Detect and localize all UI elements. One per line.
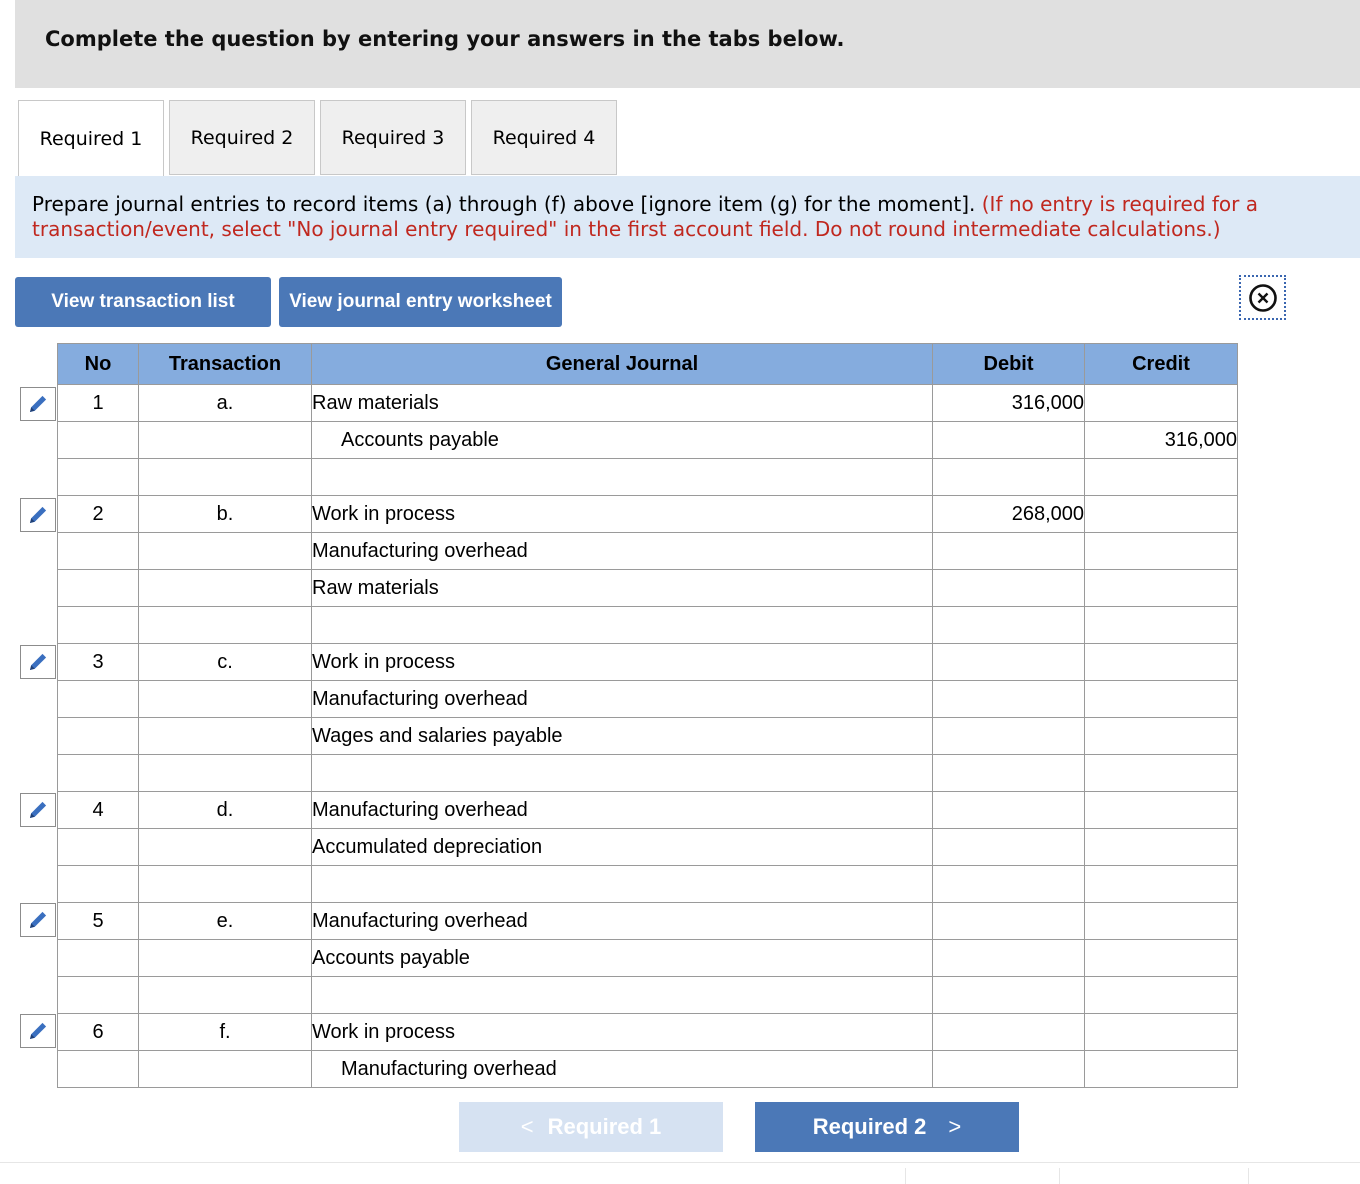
footer-divider xyxy=(0,1162,1360,1163)
account-cell[interactable]: Accounts payable xyxy=(312,940,933,977)
header-title: Complete the question by entering your answers in the tabs below. xyxy=(45,27,845,51)
col-header-credit: Credit xyxy=(1085,344,1238,385)
row-number-cell: 6 xyxy=(58,1014,139,1051)
col-header-general-journal: General Journal xyxy=(312,344,933,385)
debit-cell[interactable] xyxy=(933,718,1085,755)
tab-required-1[interactable]: Required 1 xyxy=(18,100,164,177)
chevron-right-icon: > xyxy=(948,1114,962,1139)
credit-cell[interactable] xyxy=(1085,459,1238,496)
transaction-cell: d. xyxy=(139,792,312,829)
credit-cell[interactable] xyxy=(1085,718,1238,755)
debit-cell[interactable] xyxy=(933,459,1085,496)
debit-cell[interactable] xyxy=(933,644,1085,681)
transaction-cell xyxy=(139,533,312,570)
journal-row xyxy=(58,977,1238,1014)
transaction-cell xyxy=(139,681,312,718)
account-cell[interactable]: Accounts payable xyxy=(312,422,933,459)
journal-row xyxy=(58,1014,1238,1051)
chevron-left-icon: < xyxy=(520,1114,534,1139)
account-cell[interactable]: Accumulated depreciation xyxy=(312,829,933,866)
prev-required-1-button xyxy=(459,1102,723,1152)
transaction-cell xyxy=(139,607,312,644)
journal-row xyxy=(58,829,1238,866)
debit-cell[interactable] xyxy=(933,903,1085,940)
transaction-cell xyxy=(139,829,312,866)
instructions-note: (If no entry is required for a transaction/event, select "No journal entry required" in the first account field. Do not round intermediate calculations.) xyxy=(32,192,1258,241)
account-cell[interactable]: Raw materials xyxy=(312,570,933,607)
credit-cell[interactable] xyxy=(1085,792,1238,829)
journal-row xyxy=(58,422,1238,459)
transaction-cell xyxy=(139,940,312,977)
credit-cell[interactable] xyxy=(1085,829,1238,866)
row-number-cell xyxy=(58,977,139,1014)
view-journal-entry-worksheet-button[interactable]: View journal entry worksheet xyxy=(279,277,562,327)
credit-cell[interactable] xyxy=(1085,866,1238,903)
journal-row xyxy=(58,866,1238,903)
credit-cell[interactable] xyxy=(1085,570,1238,607)
credit-cell[interactable] xyxy=(1085,496,1238,533)
prev-button-label: Required 1 xyxy=(547,1114,662,1139)
journal-row xyxy=(58,792,1238,829)
row-number-cell xyxy=(58,533,139,570)
credit-cell[interactable] xyxy=(1085,644,1238,681)
row-number-cell: 3 xyxy=(58,644,139,681)
transaction-cell xyxy=(139,459,312,496)
instructions-text: Prepare journal entries to record items (a) through (f) above [ignore item (g) for the moment]. xyxy=(32,192,976,216)
tab-required-2[interactable]: Required 2 xyxy=(169,100,315,175)
journal-row xyxy=(58,644,1238,681)
debit-cell[interactable] xyxy=(933,1051,1085,1088)
debit-cell[interactable] xyxy=(933,940,1085,977)
journal-row xyxy=(58,496,1238,533)
credit-cell[interactable] xyxy=(1085,977,1238,1014)
debit-cell[interactable] xyxy=(933,533,1085,570)
debit-cell[interactable] xyxy=(933,755,1085,792)
view-transaction-list-button[interactable]: View transaction list xyxy=(15,277,271,327)
pencil-icon xyxy=(27,799,49,821)
tab-required-3[interactable]: Required 3 xyxy=(320,100,466,175)
instructions-panel xyxy=(15,176,1360,258)
credit-cell[interactable] xyxy=(1085,755,1238,792)
pencil-icon xyxy=(27,393,49,415)
edit-entry-1-button[interactable] xyxy=(20,387,56,421)
close-button[interactable] xyxy=(1239,275,1286,320)
journal-row xyxy=(58,681,1238,718)
transaction-cell xyxy=(139,570,312,607)
credit-cell[interactable] xyxy=(1085,940,1238,977)
transaction-cell xyxy=(139,755,312,792)
transaction-cell xyxy=(139,422,312,459)
row-number-cell xyxy=(58,829,139,866)
account-cell[interactable]: Wages and salaries payable xyxy=(312,718,933,755)
journal-row xyxy=(58,1051,1238,1088)
row-number-cell: 1 xyxy=(58,385,139,422)
row-number-cell xyxy=(58,718,139,755)
debit-cell[interactable]: 316,000 xyxy=(933,385,1085,422)
row-number-cell xyxy=(58,681,139,718)
account-cell[interactable]: Work in process xyxy=(312,1014,933,1051)
journal-row xyxy=(58,570,1238,607)
credit-cell[interactable] xyxy=(1085,1051,1238,1088)
credit-cell[interactable] xyxy=(1085,681,1238,718)
edit-entry-4-button[interactable] xyxy=(20,793,56,827)
edit-entry-6-button[interactable] xyxy=(20,1014,56,1048)
footer-divider-tick xyxy=(905,1168,906,1184)
journal-row xyxy=(58,459,1238,496)
debit-cell[interactable] xyxy=(933,570,1085,607)
row-number-cell xyxy=(58,570,139,607)
account-cell[interactable]: Manufacturing overhead xyxy=(312,903,933,940)
account-cell[interactable] xyxy=(312,607,933,644)
pencil-icon xyxy=(27,651,49,673)
next-button-label: Required 2 xyxy=(812,1114,927,1139)
footer-divider-tick xyxy=(1248,1168,1249,1184)
footer-divider-tick xyxy=(1059,1168,1060,1184)
row-number-cell xyxy=(58,755,139,792)
journal-table xyxy=(57,343,1238,1088)
account-cell[interactable] xyxy=(312,977,933,1014)
edit-entry-2-button[interactable] xyxy=(20,498,56,532)
debit-cell[interactable] xyxy=(933,866,1085,903)
tab-required-4[interactable]: Required 4 xyxy=(471,100,617,175)
pencil-icon xyxy=(27,909,49,931)
transaction-cell: f. xyxy=(139,1014,312,1051)
journal-row xyxy=(58,385,1238,422)
journal-row xyxy=(58,940,1238,977)
transaction-cell xyxy=(139,977,312,1014)
transaction-cell xyxy=(139,1051,312,1088)
account-cell[interactable]: Manufacturing overhead xyxy=(312,792,933,829)
account-cell[interactable]: Raw materials xyxy=(312,385,933,422)
journal-row xyxy=(58,903,1238,940)
account-cell[interactable]: Work in process xyxy=(312,644,933,681)
row-number-cell xyxy=(58,940,139,977)
row-number-cell: 5 xyxy=(58,903,139,940)
transaction-cell xyxy=(139,718,312,755)
row-number-cell xyxy=(58,459,139,496)
transaction-cell: b. xyxy=(139,496,312,533)
debit-cell[interactable] xyxy=(933,792,1085,829)
account-cell[interactable]: Work in process xyxy=(312,496,933,533)
next-required-2-button[interactable] xyxy=(755,1102,1019,1152)
account-cell[interactable] xyxy=(312,459,933,496)
account-cell[interactable]: Manufacturing overhead xyxy=(312,1051,933,1088)
debit-cell[interactable] xyxy=(933,422,1085,459)
account-cell[interactable] xyxy=(312,866,933,903)
credit-cell[interactable] xyxy=(1085,903,1238,940)
credit-cell[interactable] xyxy=(1085,1014,1238,1051)
account-cell[interactable] xyxy=(312,755,933,792)
debit-cell[interactable] xyxy=(933,607,1085,644)
col-header-transaction: Transaction xyxy=(139,344,312,385)
credit-cell[interactable] xyxy=(1085,385,1238,422)
row-number-cell: 4 xyxy=(58,792,139,829)
row-number-cell xyxy=(58,1051,139,1088)
debit-cell[interactable] xyxy=(933,1014,1085,1051)
journal-row xyxy=(58,718,1238,755)
header-bar xyxy=(15,0,1360,88)
transaction-cell: a. xyxy=(139,385,312,422)
edit-entry-5-button[interactable] xyxy=(20,903,56,937)
pencil-icon xyxy=(27,1020,49,1042)
row-number-cell: 2 xyxy=(58,496,139,533)
credit-cell[interactable] xyxy=(1085,533,1238,570)
credit-cell[interactable] xyxy=(1085,607,1238,644)
journal-row xyxy=(58,607,1238,644)
account-cell[interactable]: Manufacturing overhead xyxy=(312,533,933,570)
journal-row xyxy=(58,533,1238,570)
edit-entry-3-button[interactable] xyxy=(20,645,56,679)
credit-cell[interactable]: 316,000 xyxy=(1085,422,1238,459)
row-number-cell xyxy=(58,607,139,644)
debit-cell[interactable] xyxy=(933,977,1085,1014)
journal-header-row xyxy=(58,344,1238,385)
debit-cell[interactable] xyxy=(933,681,1085,718)
debit-cell[interactable]: 268,000 xyxy=(933,496,1085,533)
journal-row xyxy=(58,755,1238,792)
transaction-cell: e. xyxy=(139,903,312,940)
row-number-cell xyxy=(58,422,139,459)
transaction-cell: c. xyxy=(139,644,312,681)
pencil-icon xyxy=(27,504,49,526)
close-circle-icon xyxy=(1248,283,1278,313)
col-header-debit: Debit xyxy=(933,344,1085,385)
row-number-cell xyxy=(58,866,139,903)
debit-cell[interactable] xyxy=(933,829,1085,866)
transaction-cell xyxy=(139,866,312,903)
account-cell[interactable]: Manufacturing overhead xyxy=(312,681,933,718)
col-header-no: No xyxy=(58,344,139,385)
